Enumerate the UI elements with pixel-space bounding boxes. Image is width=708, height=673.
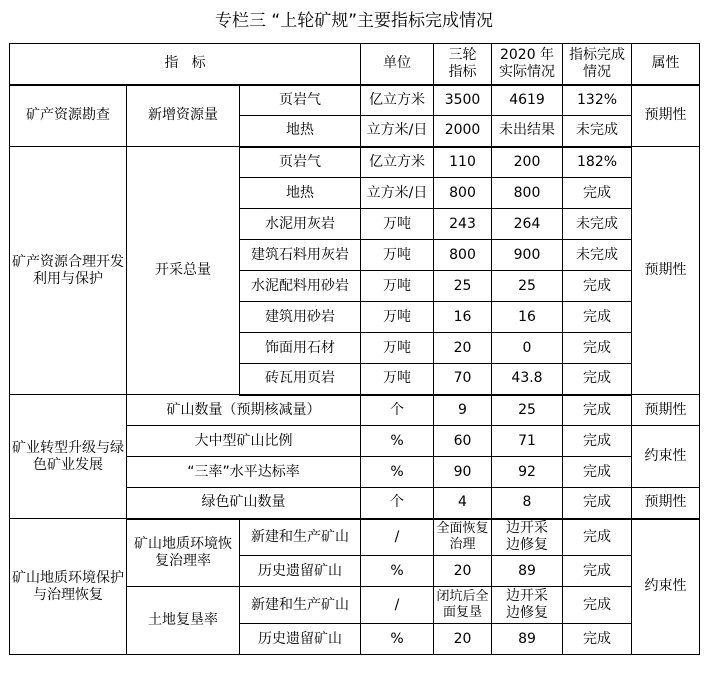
unit-cell: / — [361, 587, 434, 624]
unit-cell: 立方米/日 — [361, 116, 434, 147]
completion-cell: 完成 — [563, 178, 632, 209]
item-cell: 大中型矿山比例 — [127, 426, 361, 457]
target-cell: 25 — [434, 271, 492, 302]
item-cell: “三率”水平达标率 — [127, 457, 361, 488]
table-row — [10, 147, 700, 178]
sub-group-label: 土地复垦率 — [127, 587, 240, 655]
actual-cell: 71 — [492, 426, 563, 457]
target-cell: 90 — [434, 457, 492, 488]
target-cell: 9 — [434, 395, 492, 426]
group-label: 矿产资源勘查 — [10, 85, 127, 147]
unit-cell: 个 — [361, 395, 434, 426]
header-completion: 指标完成 情况 — [563, 44, 632, 85]
table-row — [10, 85, 700, 116]
sub-group-label: 开采总量 — [127, 147, 240, 395]
group-label: 矿业转型升级与绿色矿业发展 — [10, 395, 127, 519]
target-cell: 16 — [434, 302, 492, 333]
actual-cell: 8 — [492, 488, 563, 519]
completion-cell: 完成 — [563, 556, 632, 587]
group-label: 矿产资源合理开发利用与保护 — [10, 147, 127, 395]
table-title: 专栏三 “上轮矿规”主要指标完成情况 — [214, 11, 494, 31]
actual-cell: 43.8 — [492, 364, 563, 395]
unit-cell: % — [361, 624, 434, 655]
completion-cell: 完成 — [563, 519, 632, 556]
unit-cell: 立方米/日 — [361, 178, 434, 209]
completion-cell: 完成 — [563, 271, 632, 302]
header-indicator: 指 标 — [10, 44, 361, 85]
header-attribute: 属性 — [632, 44, 700, 85]
actual-cell: 900 — [492, 240, 563, 271]
actual-cell: 92 — [492, 457, 563, 488]
item-cell: 砖瓦用页岩 — [240, 364, 361, 395]
item-cell: 新建和生产矿山 — [240, 587, 361, 624]
target-cell: 20 — [434, 556, 492, 587]
completion-cell: 完成 — [563, 395, 632, 426]
completion-cell: 未完成 — [563, 116, 632, 147]
completion-cell: 完成 — [563, 364, 632, 395]
attribute-cell: 预期性 — [632, 85, 700, 147]
actual-cell: 200 — [492, 147, 563, 178]
target-cell: 20 — [434, 624, 492, 655]
completion-cell: 完成 — [563, 624, 632, 655]
unit-cell: / — [361, 519, 434, 556]
item-cell: 地热 — [240, 116, 361, 147]
target-cell: 2000 — [434, 116, 492, 147]
table-row — [10, 395, 700, 426]
unit-cell: % — [361, 426, 434, 457]
unit-cell: 万吨 — [361, 240, 434, 271]
unit-cell: % — [361, 457, 434, 488]
item-cell: 新建和生产矿山 — [240, 519, 361, 556]
completion-cell: 未完成 — [563, 209, 632, 240]
completion-cell: 完成 — [563, 587, 632, 624]
target-cell: 243 — [434, 209, 492, 240]
attribute-cell: 约束性 — [632, 519, 700, 655]
actual-cell: 边开采 边修复 — [492, 519, 563, 556]
item-cell: 水泥用灰岩 — [240, 209, 361, 240]
completion-cell: 完成 — [563, 426, 632, 457]
sub-group-label: 新增资源量 — [127, 85, 240, 147]
header-row — [10, 44, 700, 85]
indicator-table — [9, 43, 700, 655]
actual-cell: 25 — [492, 395, 563, 426]
target-cell: 110 — [434, 147, 492, 178]
item-cell: 建筑石料用灰岩 — [240, 240, 361, 271]
attribute-cell: 预期性 — [632, 147, 700, 395]
actual-cell: 25 — [492, 271, 563, 302]
unit-cell: 万吨 — [361, 271, 434, 302]
actual-cell: 89 — [492, 556, 563, 587]
item-cell: 地热 — [240, 178, 361, 209]
completion-cell: 完成 — [563, 302, 632, 333]
unit-cell: 亿立方米 — [361, 147, 434, 178]
target-cell: 800 — [434, 178, 492, 209]
header-target: 三轮 指标 — [434, 44, 492, 85]
unit-cell: 万吨 — [361, 209, 434, 240]
target-cell: 全面恢复 治理 — [434, 519, 492, 556]
header-actual: 2020 年 实际情况 — [492, 44, 563, 85]
target-cell: 60 — [434, 426, 492, 457]
completion-cell: 132% — [563, 85, 632, 116]
actual-cell: 边开采 边修复 — [492, 587, 563, 624]
attribute-cell: 约束性 — [632, 426, 700, 488]
actual-cell: 16 — [492, 302, 563, 333]
sub-group-label: 矿山地质环境恢复治理率 — [127, 519, 240, 587]
actual-cell: 89 — [492, 624, 563, 655]
item-cell: 绿色矿山数量 — [127, 488, 361, 519]
item-cell: 页岩气 — [240, 85, 361, 116]
actual-cell: 0 — [492, 333, 563, 364]
target-cell: 800 — [434, 240, 492, 271]
target-cell: 3500 — [434, 85, 492, 116]
target-cell: 20 — [434, 333, 492, 364]
target-cell: 70 — [434, 364, 492, 395]
item-cell: 历史遗留矿山 — [240, 624, 361, 655]
completion-cell: 完成 — [563, 457, 632, 488]
completion-cell: 完成 — [563, 488, 632, 519]
actual-cell: 800 — [492, 178, 563, 209]
header-unit: 单位 — [361, 44, 434, 85]
completion-cell: 未完成 — [563, 240, 632, 271]
unit-cell: 亿立方米 — [361, 85, 434, 116]
target-cell: 4 — [434, 488, 492, 519]
table-row — [10, 519, 700, 556]
item-cell: 水泥配料用砂岩 — [240, 271, 361, 302]
unit-cell: 万吨 — [361, 302, 434, 333]
completion-cell: 182% — [563, 147, 632, 178]
item-cell: 页岩气 — [240, 147, 361, 178]
unit-cell: 万吨 — [361, 333, 434, 364]
unit-cell: % — [361, 556, 434, 587]
target-cell: 闭坑后全 面复垦 — [434, 587, 492, 624]
item-cell: 饰面用石材 — [240, 333, 361, 364]
attribute-cell: 预期性 — [632, 488, 700, 519]
completion-cell: 完成 — [563, 333, 632, 364]
attribute-cell: 预期性 — [632, 395, 700, 426]
item-cell: 历史遗留矿山 — [240, 556, 361, 587]
item-cell: 建筑用砂岩 — [240, 302, 361, 333]
unit-cell: 个 — [361, 488, 434, 519]
unit-cell: 万吨 — [361, 364, 434, 395]
group-label: 矿山地质环境保护与治理恢复 — [10, 519, 127, 655]
actual-cell: 未出结果 — [492, 116, 563, 147]
actual-cell: 264 — [492, 209, 563, 240]
item-cell: 矿山数量（预期核减量） — [127, 395, 361, 426]
actual-cell: 4619 — [492, 85, 563, 116]
